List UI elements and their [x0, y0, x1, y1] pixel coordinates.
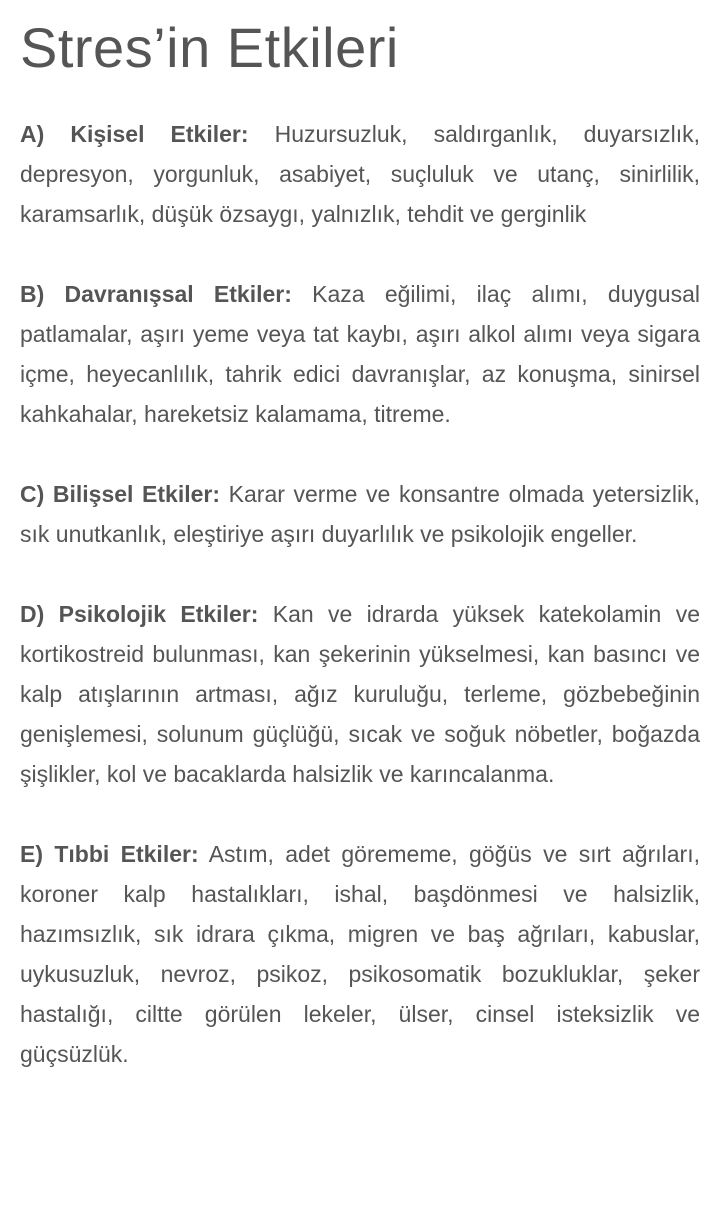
- section-psikolojik-etkiler: [20, 594, 700, 794]
- section-tibbi-etkiler: [20, 834, 700, 1074]
- section-body: Huzursuzluk, saldırganlık, duyarsızlık, depresyon, yorgunluk, asabiyet, suçluluk ve utanç, sinirlilik, karamsarlık, düşük özsaygı, yalnızlık, tehdit ve gerginlik: [20, 121, 700, 227]
- section-body: Karar verme ve konsantre olmada yetersizlik, sık unutkanlık, eleştiriye aşırı duyarlılık ve psikolojik engeller.: [20, 481, 700, 547]
- section-bilissel-etkiler: [20, 474, 700, 554]
- section-heading: E) Tıbbi Etkiler:: [20, 841, 199, 867]
- page-title: Stres’in Etkileri: [20, 16, 399, 79]
- section-heading: A) Kişisel Etkiler:: [20, 121, 249, 147]
- section-heading: C) Bilişsel Etkiler:: [20, 481, 221, 507]
- section-body: Astım, adet görememe, göğüs ve sırt ağrıları, koroner kalp hastalıkları, ishal, başdönmesi ve halsizlik, hazımsızlık, sık idrara çıkma, migren ve baş ağrıları, kabuslar, uykusuzluk, nevroz, psikoz, psikosomatik bozukluklar, şeker hastalığı, ciltte görülen lekeler, ülser, cinsel isteksizlik ve güçsüzlük.: [20, 841, 700, 1067]
- section-heading: B) Davranışsal Etkiler:: [20, 281, 292, 307]
- section-heading: D) Psikolojik Etkiler:: [20, 601, 259, 627]
- section-davranissal-etkiler: [20, 274, 700, 434]
- section-kisisel-etkiler: [20, 114, 700, 234]
- section-body: Kan ve idrarda yüksek katekolamin ve kortikostreid bulunması, kan şekerinin yükselmesi, kan basıncı ve kalp atışlarının artması, ağız kuruluğu, terleme, gözbebeğinin genişlemesi, solunum güçlüğü, sıcak ve soğuk nöbetler, boğazda şişlikler, kol ve bacaklarda halsizlik ve karıncalanma.: [20, 601, 700, 787]
- section-body: Kaza eğilimi, ilaç alımı, duygusal patlamalar, aşırı yeme veya tat kaybı, aşırı alkol alımı veya sigara içme, heyecanlılık, tahrik edici davranışlar, az konuşma, sinirsel kahkahalar, hareketsiz kalamama, titreme.: [20, 281, 701, 427]
